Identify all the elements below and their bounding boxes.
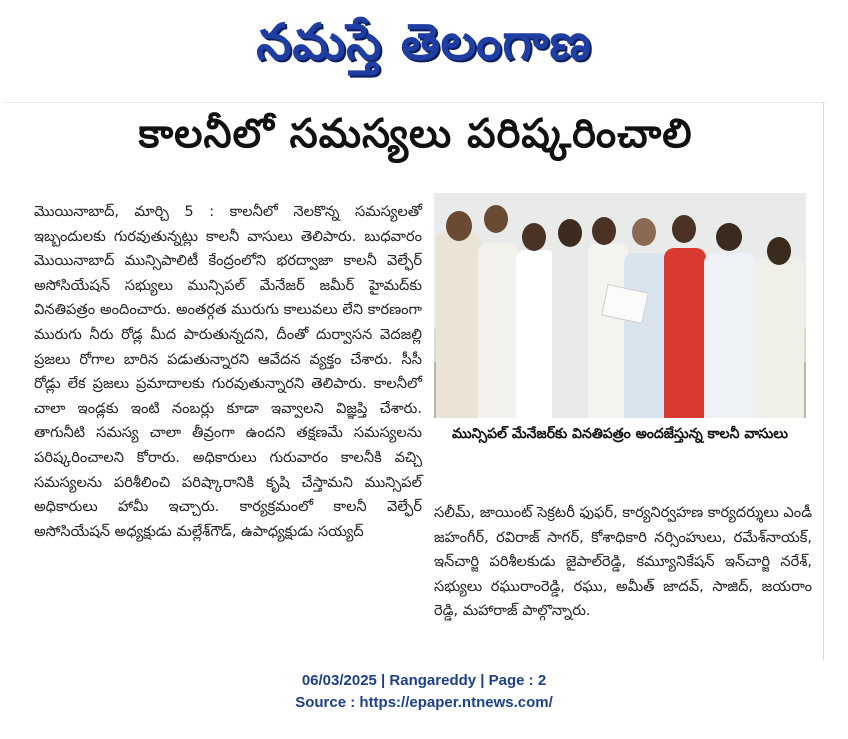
masthead-title: నమస్తే తెలంగాణ: [256, 11, 592, 71]
footer-source-line: Source : https://epaper.ntnews.com/: [295, 694, 553, 711]
masthead: [0, 0, 848, 95]
photo-person: [704, 253, 756, 418]
photo-head: [592, 217, 616, 245]
source-footer: [0, 670, 848, 714]
photo-person: [552, 246, 592, 418]
photo-head: [558, 219, 582, 247]
photo-person: [436, 233, 482, 418]
photo-head: [672, 215, 696, 243]
photo-person: [478, 243, 518, 418]
photo-person: [588, 243, 628, 418]
photo-head: [484, 205, 508, 233]
article-body-right: సలీమ్, జాయింట్ సెక్రటరీ ఫుఫర్, కార్యనిర్వహణ కార్యదర్శులు ఎండీ జహంగీర్, రవిరాజ్ సాగర్, కోశాధికారి నర్సింహులు, రమేశ్‌నాయక్, ఇన్‌చార్జి పరిశీలకుడు జైపాల్‌రెడ్డి, కమ్యూనికేషన్ ఇన్‌చార్జి నరేశ్, సభ్యులు రఘురాంరెడ్డి, రఘు, అమీత్ జాదవ్, సాజిద్, జయరాం రెడ్డి, మహారాజ్ పాల్గొన్నారు.: [434, 504, 812, 620]
photo-head: [446, 211, 472, 241]
photo-head: [522, 223, 546, 251]
photo-head: [632, 218, 656, 246]
photo-caption: మున్సిపల్ మేనేజర్‌కు వినతిపత్రం అందజేస్తున్న కాలనీ వాసులు: [452, 426, 788, 442]
article-headline: కాలనీలో సమస్యలు పరిష్కరించాలి: [138, 111, 693, 157]
article-clipping: [4, 102, 827, 661]
photo-head: [716, 223, 742, 251]
article-photo: [434, 193, 806, 418]
article-body-left: మొయినాబాద్, మార్చి 5 : కాలనీలో నెలకొన్న సమస్యలతో ఇబ్బందులకు గురవుతున్నట్లు కాలనీ వాసులు తెలిపారు. బుధవారం మొయినాబాద్ మున్సిపాలిటీ కేంద్రంలోని భరద్వాజా కాలనీ వెల్ఫేర్ అసోసియేషన్ సభ్యులు మున్సిపల్ మేనేజర్ జమీర్ హైమద్‌కు వినతిపత్రం అందించారు. అంతర్గత మురుగు కాలువలు లేని కారణంగా మురుగు నీరు రోడ్ల మీద పారుతున్నదని, దీంతో దుర్వాసన వెదజల్లి ప్రజలు రోగాల బారిన పడుతున్నారని ఆవేదన వ్యక్తం చేశారు. సీసీ రోడ్లు లేక ప్రజలు ప్రమాదాలకు గురవుతున్నారని తెలిపారు. కాలనీలో చాలా ఇండ్లకు ఇంటి నంబర్లు కూడా ఇవ్వాలని విజ్ఞప్తి చేశారు. తాగునీటి సమస్య చాలా తీవ్రంగా ఉందని తక్షణమే సమస్యలను పరిష్కరించాలని కోరారు. అధికారులు గురువారం కాలనీకి వచ్చి సమస్యలను పరిశీలించి పరిష్కారానికి కృషి చేస్తామని మున్సిపల్ అధికారులు హామీ ఇచ్చారు. కార్యక్రమంలో కాలనీ వెల్ఫేర్ అసోసియేషన్ అధ్యక్షుడు మల్లేశ్‌గౌడ్, ఉపాధ్యక్షుడు సయ్యద్: [34, 203, 422, 540]
footer-date-line: 06/03/2025 | Rangareddy | Page : 2: [301, 672, 547, 689]
photo-person: [664, 248, 706, 418]
photo-person: [516, 250, 556, 418]
photo-person: [624, 253, 668, 418]
photo-head: [767, 237, 791, 265]
photo-person: [754, 258, 804, 418]
